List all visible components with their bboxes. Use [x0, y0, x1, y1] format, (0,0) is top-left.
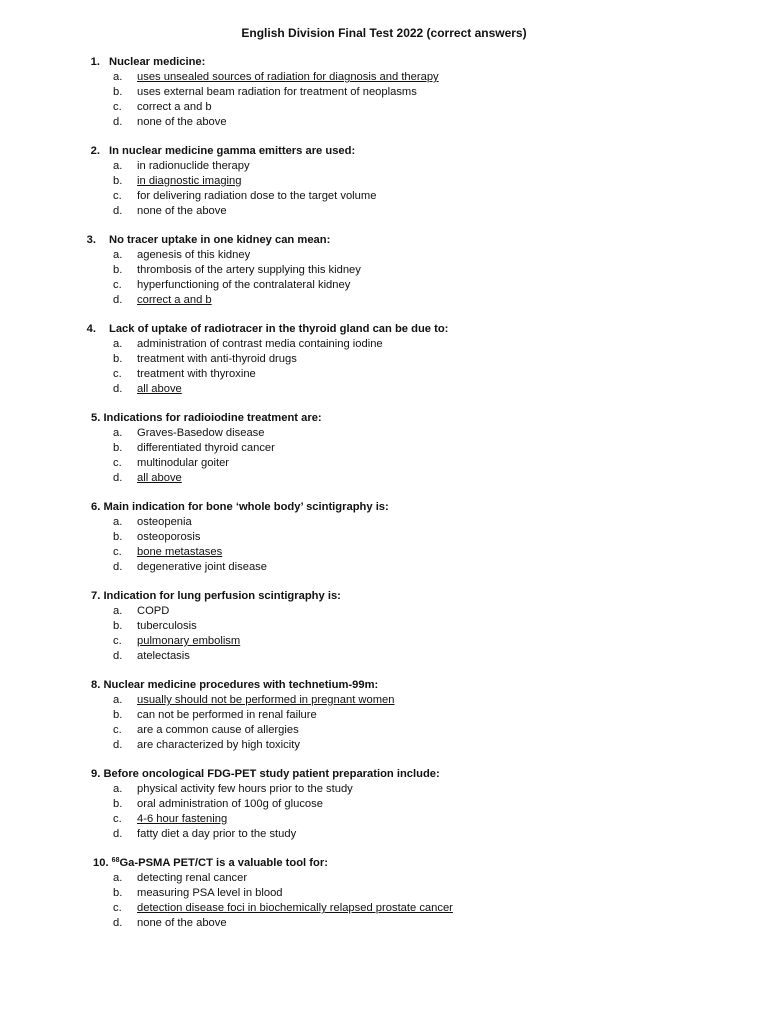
option-letter: d.	[113, 650, 123, 662]
option-text-correct: uses unsealed sources of radiation for diagnosis and therapy	[137, 71, 439, 83]
option-text: COPD	[137, 605, 170, 617]
option-letter: a.	[113, 694, 123, 706]
isotope-mass-superscript: 68	[111, 857, 120, 864]
option-text-correct: all above	[137, 383, 182, 395]
option-letter: a.	[113, 249, 123, 261]
question-heading-text	[93, 856, 328, 871]
option-text-correct: bone metastases	[137, 546, 223, 558]
document-title: English Division Final Test 2022 (correct answers)	[241, 26, 527, 40]
option-letter: d.	[113, 917, 123, 929]
option-letter: c.	[113, 190, 122, 202]
option-text: treatment with thyroxine	[137, 368, 256, 380]
option-letter: a.	[113, 605, 123, 617]
option-text-correct: usually should not be performed in pregnant women	[137, 694, 395, 706]
option-text: none of the above	[137, 205, 227, 217]
option-letter: d.	[113, 561, 123, 573]
question-number: 9.	[91, 768, 101, 780]
option-letter: c.	[113, 902, 122, 914]
question-heading-text	[91, 589, 341, 604]
option-text: for delivering radiation dose to the target volume	[137, 190, 377, 202]
option-text: fatty diet a day prior to the study	[137, 828, 297, 840]
option-text: uses external beam radiation for treatment of neoplasms	[137, 86, 417, 98]
option-letter: d.	[113, 383, 123, 395]
option-text: multinodular goiter	[137, 457, 230, 469]
option-text-correct: all above	[137, 472, 182, 484]
option-letter: c.	[113, 635, 122, 647]
question-heading-text	[91, 411, 322, 426]
option-letter: b.	[113, 887, 123, 899]
option-text-correct: in diagnostic imaging	[137, 175, 242, 187]
option-letter: b.	[113, 86, 123, 98]
option-letter: d.	[113, 205, 123, 217]
option-text: agenesis of this kidney	[137, 249, 251, 261]
option-text: are a common cause of allergies	[137, 724, 299, 736]
option-letter: c.	[113, 368, 122, 380]
option-text: administration of contrast media containing iodine	[137, 338, 383, 350]
option-letter: b.	[113, 175, 123, 187]
option-letter: c.	[113, 724, 122, 736]
option-text: Graves-Basedow disease	[137, 427, 265, 439]
question-text: Lack of uptake of radiotracer in the thyroid gland can be due to:	[109, 323, 449, 335]
question-text: Before oncological FDG-PET study patient preparation include:	[103, 768, 440, 780]
question-text: Nuclear medicine procedures with technetium-99m:	[103, 679, 379, 691]
question-heading-text	[91, 500, 389, 515]
option-text: none of the above	[137, 917, 227, 929]
option-letter: b.	[113, 264, 123, 276]
option-text: differentiated thyroid cancer	[137, 442, 275, 454]
option-letter: b.	[113, 798, 123, 810]
option-text: correct a and b	[137, 101, 212, 113]
option-letter: a.	[113, 516, 123, 528]
option-text: hyperfunctioning of the contralateral kidney	[137, 279, 351, 291]
option-text: detecting renal cancer	[137, 872, 248, 884]
option-letter: d.	[113, 472, 123, 484]
option-letter: a.	[113, 338, 123, 350]
question-number: 8.	[91, 679, 101, 691]
option-text: can not be performed in renal failure	[137, 709, 317, 721]
option-letter: a.	[113, 872, 123, 884]
option-text: tuberculosis	[137, 620, 197, 632]
option-letter: d.	[113, 116, 123, 128]
question-text: Indication for lung perfusion scintigraphy is:	[103, 590, 341, 602]
option-text: measuring PSA level in blood	[137, 887, 283, 899]
option-letter: b.	[113, 620, 123, 632]
option-letter: c.	[113, 457, 122, 469]
option-letter: c.	[113, 813, 122, 825]
option-letter: b.	[113, 353, 123, 365]
option-text: thrombosis of the artery supplying this kidney	[137, 264, 361, 276]
question-heading-text	[91, 767, 440, 782]
question-number: 7.	[91, 590, 101, 602]
option-text-correct: correct a and b	[137, 294, 212, 306]
option-text: atelectasis	[137, 650, 190, 662]
option-letter: b.	[113, 709, 123, 721]
option-letter: a.	[113, 71, 123, 83]
option-letter: a.	[113, 427, 123, 439]
option-letter: d.	[113, 739, 123, 751]
question-text: Nuclear medicine:	[109, 56, 206, 68]
option-text-correct: detection disease foci in biochemically relapsed prostate cancer	[137, 902, 453, 914]
option-letter: d.	[113, 828, 123, 840]
option-letter: c.	[113, 546, 122, 558]
option-letter: b.	[113, 531, 123, 543]
question-number: 3.	[86, 234, 96, 246]
question-text: Ga-PSMA PET/CT is a valuable tool for:	[119, 857, 328, 869]
question-text: Main indication for bone ‘whole body’ scintigraphy is:	[103, 501, 389, 513]
option-text-correct: pulmonary embolism	[137, 635, 241, 647]
question-number: 2.	[90, 145, 100, 157]
question-number: 1.	[90, 56, 100, 68]
option-letter: a.	[113, 160, 123, 172]
question-number: 6.	[91, 501, 101, 513]
question-number: 4.	[86, 323, 96, 335]
option-text: in radionuclide therapy	[137, 160, 250, 172]
option-letter: c.	[113, 101, 122, 113]
option-text: osteoporosis	[137, 531, 201, 543]
question-number: 5.	[91, 412, 101, 424]
option-text: treatment with anti-thyroid drugs	[137, 353, 297, 365]
option-letter: d.	[113, 294, 123, 306]
option-text: osteopenia	[137, 516, 192, 528]
option-text: oral administration of 100g of glucose	[137, 798, 323, 810]
question-text: Indications for radioiodine treatment are:	[103, 412, 322, 424]
option-text: physical activity few hours prior to the study	[137, 783, 353, 795]
option-text: are characterized by high toxicity	[137, 739, 300, 751]
option-letter: a.	[113, 783, 123, 795]
option-text-correct: 4-6 hour fastening	[137, 813, 228, 825]
question-text: No tracer uptake in one kidney can mean:	[109, 234, 331, 246]
option-letter: c.	[113, 279, 122, 291]
question-heading-text	[91, 678, 378, 693]
option-text: degenerative joint disease	[137, 561, 267, 573]
question-number: 10.	[93, 857, 109, 869]
question-text: In nuclear medicine gamma emitters are used:	[109, 145, 356, 157]
option-letter: b.	[113, 442, 123, 454]
option-text: none of the above	[137, 116, 227, 128]
